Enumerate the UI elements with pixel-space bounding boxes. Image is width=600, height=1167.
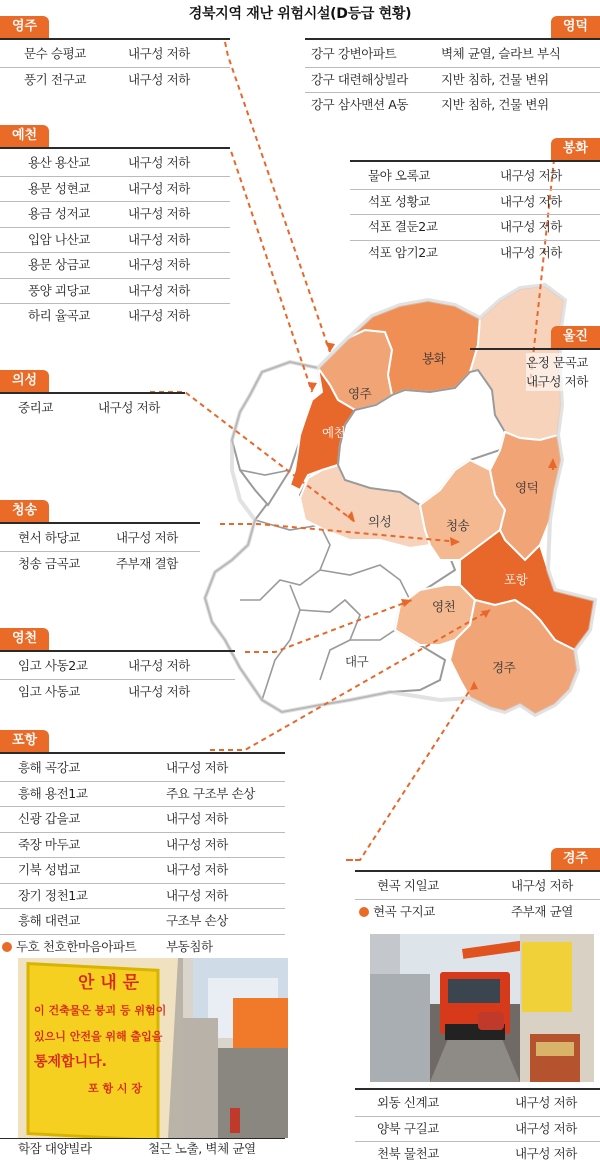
- facility-status: 주부재 균열: [511, 903, 573, 919]
- facility-name: 현곡 구지교: [373, 903, 435, 919]
- facility-status: 벽체 균열, 슬라브 부식: [441, 46, 561, 61]
- facility-status: 구조부 손상: [166, 913, 228, 928]
- facility-name: 용산 용산교: [28, 155, 90, 170]
- facility-name: 중리교: [18, 400, 54, 415]
- highlight-dot-icon: [359, 907, 369, 917]
- facility-row: [0, 782, 285, 808]
- facility-row: [0, 253, 230, 279]
- facility-row-highlighted: [355, 900, 600, 925]
- facility-row: [0, 526, 200, 552]
- facility-row: [0, 304, 230, 329]
- yeongdeok-panel: [305, 16, 600, 116]
- facility-status: 내구성 저하: [500, 219, 562, 234]
- gyeongju-photo: [370, 934, 594, 1082]
- yecheon-tab: 예천: [0, 125, 49, 147]
- facility-row: [0, 228, 230, 254]
- svg-text:포 항 시 장: 포 항 시 장: [88, 1082, 142, 1095]
- facility-status: 내구성 저하: [500, 168, 562, 183]
- facility-name: 강구 대련해상빌라: [311, 71, 408, 87]
- facility-row: [0, 833, 285, 859]
- facility-status: 내구성 저하: [166, 887, 228, 903]
- facility-status: 내구성 저하: [128, 71, 190, 87]
- facility-status: 내구성 저하: [166, 760, 228, 775]
- facility-name: 물야 오록교: [368, 168, 430, 183]
- facility-row: [0, 151, 230, 177]
- svg-text:이 건축물은 붕괴 등 위험이: 이 건축물은 붕괴 등 위험이: [34, 1004, 167, 1017]
- facility-row: [305, 93, 600, 118]
- facility-status: 내구성 저하: [500, 244, 562, 260]
- facility-row: [350, 164, 600, 190]
- facility-name: 죽장 마두교: [18, 836, 80, 852]
- facility-row: [305, 68, 600, 94]
- facility-status: 내구성 저하: [128, 46, 190, 61]
- facility-name: 현곡 지일교: [377, 878, 439, 893]
- facility-name: 흥해 용전1교: [18, 785, 88, 801]
- facility-row: [355, 874, 600, 900]
- pohang-tab: 포항: [0, 730, 49, 752]
- facility-name: 흥해 곡강교: [18, 760, 80, 775]
- facility-row: [0, 68, 230, 93]
- facility-name: 풍기 전구교: [24, 71, 86, 87]
- yeongju-panel: [0, 16, 230, 94]
- facility-row: [355, 1117, 600, 1143]
- facility-status: 내구성 저하: [116, 530, 178, 545]
- facility-row-highlighted: [0, 935, 285, 960]
- cheongsong-panel: [0, 500, 200, 578]
- facility-name: 임고 사동교: [18, 683, 80, 699]
- page-title: 경북지역 재난 위험시설(D등급 현황): [188, 6, 412, 22]
- map-label-pohang: 포항: [504, 572, 528, 587]
- facility-name: 청송 금곡교: [18, 555, 80, 571]
- facility-status: 내구성 저하: [128, 308, 190, 323]
- yeongju-tab: 영주: [0, 16, 49, 38]
- facility-status: 내구성 저하: [511, 878, 573, 893]
- map-label-yeongdeok: 영덕: [515, 480, 539, 495]
- facility-status: 내구성 저하: [166, 811, 228, 826]
- facility-status: 부동침하: [166, 938, 213, 954]
- facility-row: [0, 202, 230, 228]
- map-label-daegu: 대구: [345, 654, 369, 669]
- uiseong-panel: [0, 370, 185, 422]
- facility-name: 양북 구길교: [377, 1120, 439, 1136]
- map-label-cheongsong: 청송: [446, 518, 470, 533]
- facility-name: 풍양 괴당교: [28, 282, 90, 298]
- facility-name: 석포 성황교: [368, 193, 430, 209]
- facility-row: [0, 396, 185, 421]
- facility-name: 외동 신계교: [377, 1095, 439, 1110]
- bonghwa-tab: 봉화: [551, 138, 600, 160]
- svg-text:안 내 문: 안 내 문: [78, 973, 140, 993]
- facility-name: 두호 천호한마음아파트: [16, 938, 137, 954]
- facility-status: 내구성 저하: [515, 1120, 577, 1136]
- facility-row: [0, 552, 200, 577]
- facility-name: 장기 정천1교: [18, 887, 88, 903]
- uiseong-tab: 의성: [0, 370, 49, 392]
- svg-text:통제합니다.: 통제합니다.: [34, 1054, 107, 1070]
- facility-row: [355, 1142, 600, 1167]
- facility-status: 내구성 저하: [166, 862, 228, 877]
- facility-name: 용금 성저교: [28, 206, 90, 221]
- facility-row: [355, 1091, 600, 1117]
- facility-status: 내구성 저하: [128, 658, 190, 673]
- map-label-bonghwa: 봉화: [422, 351, 446, 366]
- facility-row: [0, 654, 235, 680]
- facility-status: 내구성 저하: [128, 180, 190, 196]
- facility-name: 기북 성법교: [18, 862, 80, 877]
- facility-name: 천북 물천교: [377, 1146, 439, 1161]
- facility-row: [350, 215, 600, 241]
- facility-row: [0, 858, 285, 884]
- facility-status: 내구성 저하: [128, 231, 190, 247]
- yecheon-panel: [0, 125, 230, 325]
- facility-row: [0, 884, 285, 910]
- facility-name: 임고 사동2교: [18, 658, 88, 673]
- bonghwa-panel: [350, 138, 600, 264]
- facility-row: [0, 279, 230, 305]
- map-label-yeongju: 영주: [348, 386, 372, 401]
- gyeongju-panel-2: [355, 1088, 600, 1164]
- facility-name: 강구 강변아파트: [311, 46, 397, 61]
- facility-name: 용문 상금교: [28, 257, 90, 272]
- facility-status: 내구성 저하: [98, 400, 160, 415]
- map-label-gyeongju: 경주: [492, 660, 516, 675]
- facility-status: 내구성 저하: [128, 206, 190, 221]
- facility-status: 내구성 저하: [128, 282, 190, 298]
- facility-row: [0, 42, 230, 68]
- facility-name: [359, 900, 435, 925]
- facility-name: [2, 935, 136, 960]
- facility-status: 내구성 저하: [500, 193, 562, 209]
- facility-row: [0, 756, 285, 782]
- facility-name: 석포 암기2교: [368, 244, 438, 260]
- facility-name: 강구 삼사맨션 A동: [311, 97, 409, 112]
- uljin-facility-name: 온정 문곡교: [526, 355, 588, 370]
- gyeongju-tab: 경주: [551, 848, 600, 870]
- facility-status: 주요 구조부 손상: [166, 785, 255, 801]
- facility-status: 내구성 저하: [166, 836, 228, 852]
- map-label-yecheon: 예천: [322, 425, 346, 440]
- pohang-panel: [0, 730, 285, 956]
- facility-row: [0, 177, 230, 203]
- facility-name: 신광 갑을교: [18, 811, 80, 826]
- facility-status: 내구성 저하: [128, 683, 190, 699]
- facility-status: 내구성 저하: [128, 155, 190, 170]
- facility-name: 문수 승평교: [24, 46, 86, 61]
- facility-row: [305, 42, 600, 68]
- highlight-dot-icon: [2, 942, 12, 952]
- yeongdeok-tab: 영덕: [551, 16, 600, 38]
- facility-row: [350, 241, 600, 266]
- uljin-panel: [470, 326, 600, 398]
- facility-row: [350, 190, 600, 216]
- facility-status: 주부재 결함: [116, 555, 178, 571]
- svg-text:있으니 안전을 위해 출입을: 있으니 안전을 위해 출입을: [34, 1030, 163, 1043]
- facility-name: 흥해 대련교: [18, 913, 80, 928]
- facility-row: [0, 680, 235, 705]
- facility-row: [0, 807, 285, 833]
- facility-status: 지반 침하, 건물 변위: [441, 71, 549, 87]
- facility-status: 내구성 저하: [128, 257, 190, 272]
- map-label-yeongcheon: 영천: [432, 599, 456, 614]
- facility-status: 내구성 저하: [515, 1095, 577, 1110]
- facility-name: 석포 결둔2교: [368, 219, 438, 234]
- facility-status: 지반 침하, 건물 변위: [441, 97, 549, 112]
- gyeongju-panel: [355, 848, 600, 930]
- facility-name: 현서 하당교: [18, 530, 80, 545]
- yeongcheon-panel: [0, 628, 235, 706]
- pohang-bottom-row: 학잠 대양빌라 철근 노출, 벽체 균열: [0, 1138, 285, 1160]
- uljin-facility-status: 내구성 저하: [526, 374, 588, 389]
- yeongcheon-tab: 영천: [0, 628, 49, 650]
- facility-row: [0, 909, 285, 935]
- facility-name: 하리 율곡교: [28, 308, 90, 323]
- facility-name: 용문 성현교: [28, 180, 90, 196]
- facility-name: 입암 나산교: [28, 231, 90, 247]
- map-label-uiseong: 의성: [368, 514, 392, 529]
- facility-status: 내구성 저하: [515, 1146, 577, 1161]
- uljin-tab: 울진: [551, 326, 600, 348]
- pohang-photo: [18, 958, 288, 1138]
- cheongsong-tab: 청송: [0, 500, 49, 522]
